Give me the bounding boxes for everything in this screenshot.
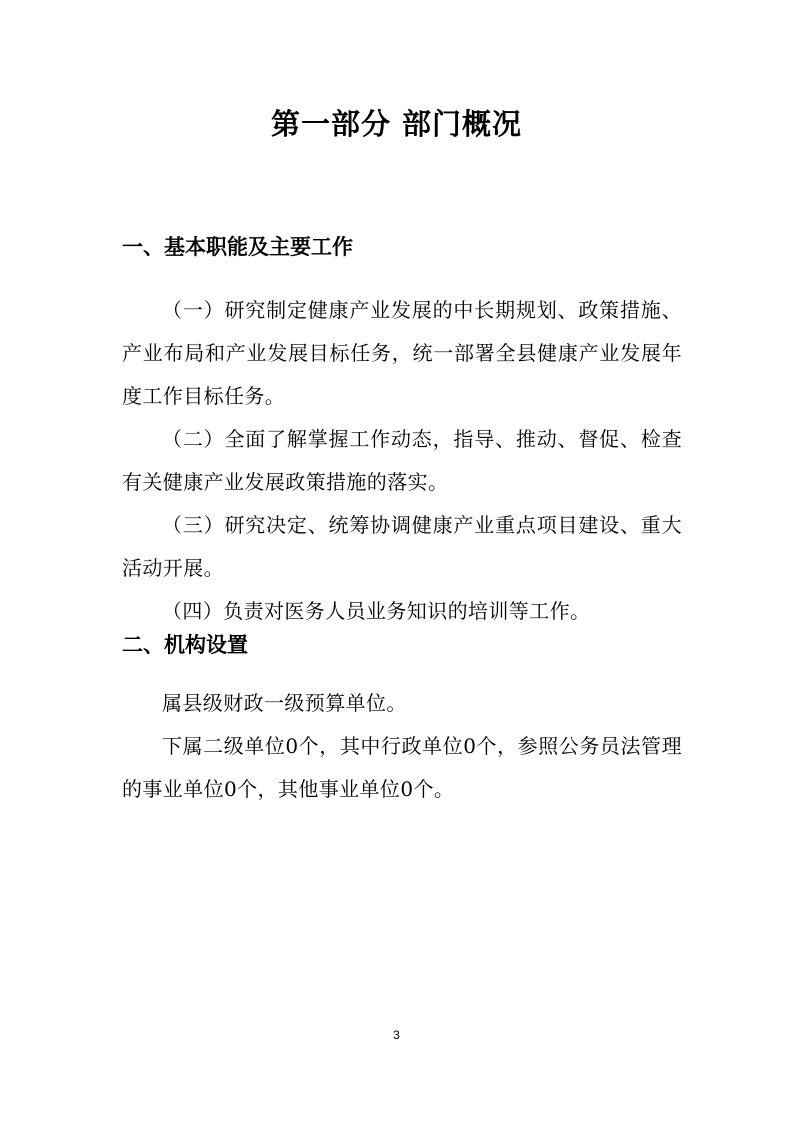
page-number: 3 — [393, 1028, 400, 1042]
paragraph-function-3: （三）研究决定、统筹协调健康产业重点项目建设、重大活动开展。 — [122, 513, 682, 580]
paragraph-organization-2: 下属二级单位0个，其中行政单位0个，参照公务员法管理的事业单位0个，其他事业单位0个。 — [122, 734, 682, 801]
paragraph-function-4: （四）负责对医务人员业务知识的培训等工作。 — [162, 599, 591, 623]
section-heading-basic-functions: 一、基本职能及主要工作 — [122, 235, 353, 259]
section-heading-organization: 二、机构设置 — [122, 633, 248, 657]
page-title: 第一部分 部门概况 — [270, 107, 523, 141]
paragraph-organization-1: 属县级财政一级预算单位。 — [162, 691, 407, 715]
paragraph-function-2: （二）全面了解掌握工作动态，指导、推动、督促、检查有关健康产业发展政策措施的落实。 — [122, 427, 682, 494]
section-body-basic-functions — [122, 289, 682, 633]
paragraph-function-1: （一）研究制定健康产业发展的中长期规划、政策措施、产业布局和产业发展目标任务，统一部署全县健康产业发展年度工作目标任务。 — [122, 298, 682, 408]
section-body-organization — [122, 682, 682, 811]
